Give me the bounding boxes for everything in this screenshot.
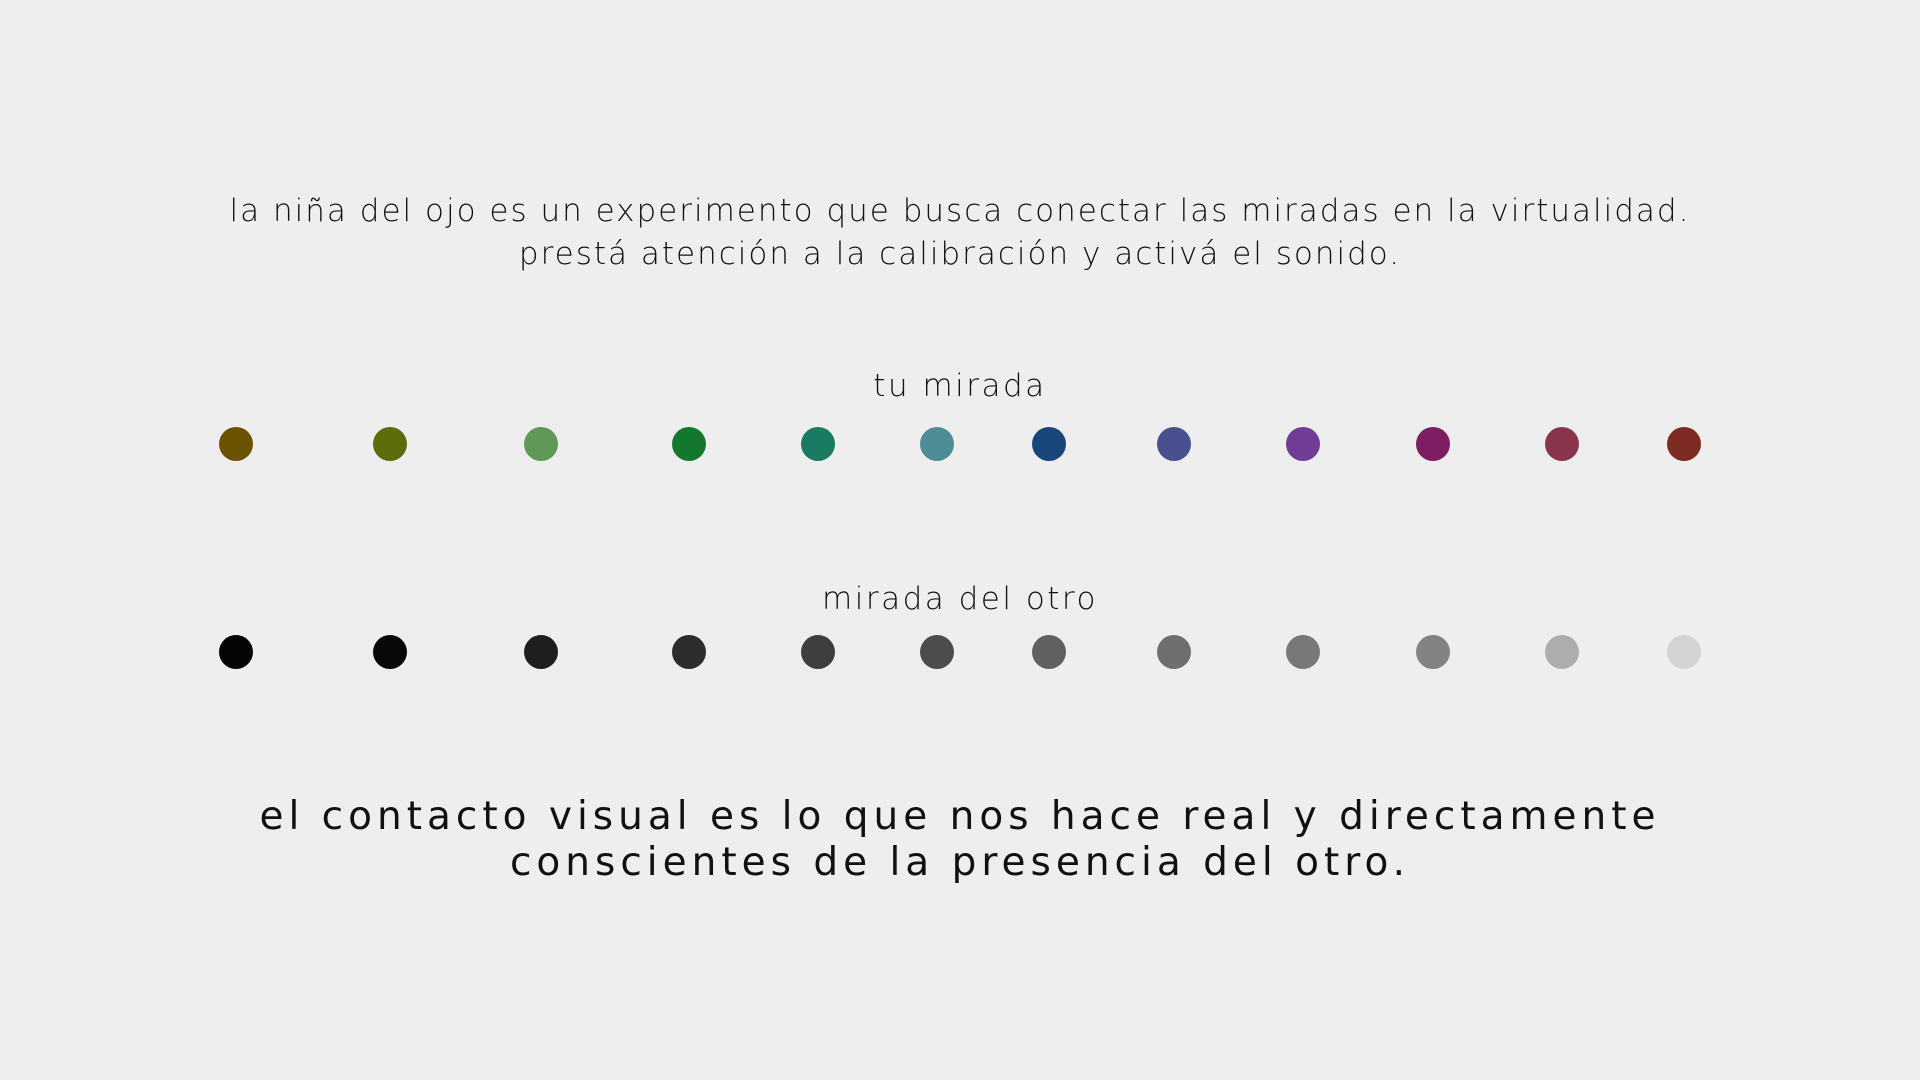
mirada-del-otro-color-dot[interactable] bbox=[1032, 635, 1066, 669]
closing-line-2: conscientes de la presencia del otro. bbox=[509, 840, 1411, 885]
mirada-del-otro-color-row bbox=[0, 635, 1920, 669]
tu-mirada-color-dot[interactable] bbox=[1416, 427, 1450, 461]
tu-mirada-color-row bbox=[0, 427, 1920, 461]
mirada-del-otro-color-dot[interactable] bbox=[672, 635, 706, 669]
tu-mirada-color-dot[interactable] bbox=[373, 427, 407, 461]
mirada-del-otro-color-dot[interactable] bbox=[1667, 635, 1701, 669]
intro-line-1: la niña del ojo es un experimento que busca conectar las miradas en la virtualidad. bbox=[229, 193, 1691, 229]
mirada-del-otro-color-dot[interactable] bbox=[524, 635, 558, 669]
mirada-del-otro-color-dot[interactable] bbox=[801, 635, 835, 669]
closing-line-1: el contacto visual es lo que nos hace real y directamente bbox=[259, 794, 1661, 839]
tu-mirada-color-dot[interactable] bbox=[1286, 427, 1320, 461]
tu-mirada-label: tu mirada bbox=[873, 368, 1047, 404]
closing-text bbox=[0, 794, 1920, 886]
tu-mirada-color-dot[interactable] bbox=[801, 427, 835, 461]
mirada-del-otro-color-dot[interactable] bbox=[219, 635, 253, 669]
tu-mirada-color-dot[interactable] bbox=[1032, 427, 1066, 461]
tu-mirada-color-dot[interactable] bbox=[219, 427, 253, 461]
mirada-del-otro-color-dot[interactable] bbox=[373, 635, 407, 669]
tu-mirada-color-dot[interactable] bbox=[920, 427, 954, 461]
mirada-del-otro-label: mirada del otro bbox=[822, 581, 1098, 617]
tu-mirada-color-dot[interactable] bbox=[672, 427, 706, 461]
intro-text bbox=[0, 190, 1920, 276]
mirada-del-otro-color-dot[interactable] bbox=[920, 635, 954, 669]
tu-mirada-color-dot[interactable] bbox=[1545, 427, 1579, 461]
tu-mirada-color-dot[interactable] bbox=[1667, 427, 1701, 461]
intro-line-2: prestá atención a la calibración y activá el sonido. bbox=[518, 236, 1402, 272]
tu-mirada-color-dot[interactable] bbox=[1157, 427, 1191, 461]
mirada-del-otro-color-dot[interactable] bbox=[1416, 635, 1450, 669]
tu-mirada-color-dot[interactable] bbox=[524, 427, 558, 461]
mirada-del-otro-color-dot[interactable] bbox=[1286, 635, 1320, 669]
mirada-del-otro-color-dot[interactable] bbox=[1157, 635, 1191, 669]
mirada-del-otro-color-dot[interactable] bbox=[1545, 635, 1579, 669]
